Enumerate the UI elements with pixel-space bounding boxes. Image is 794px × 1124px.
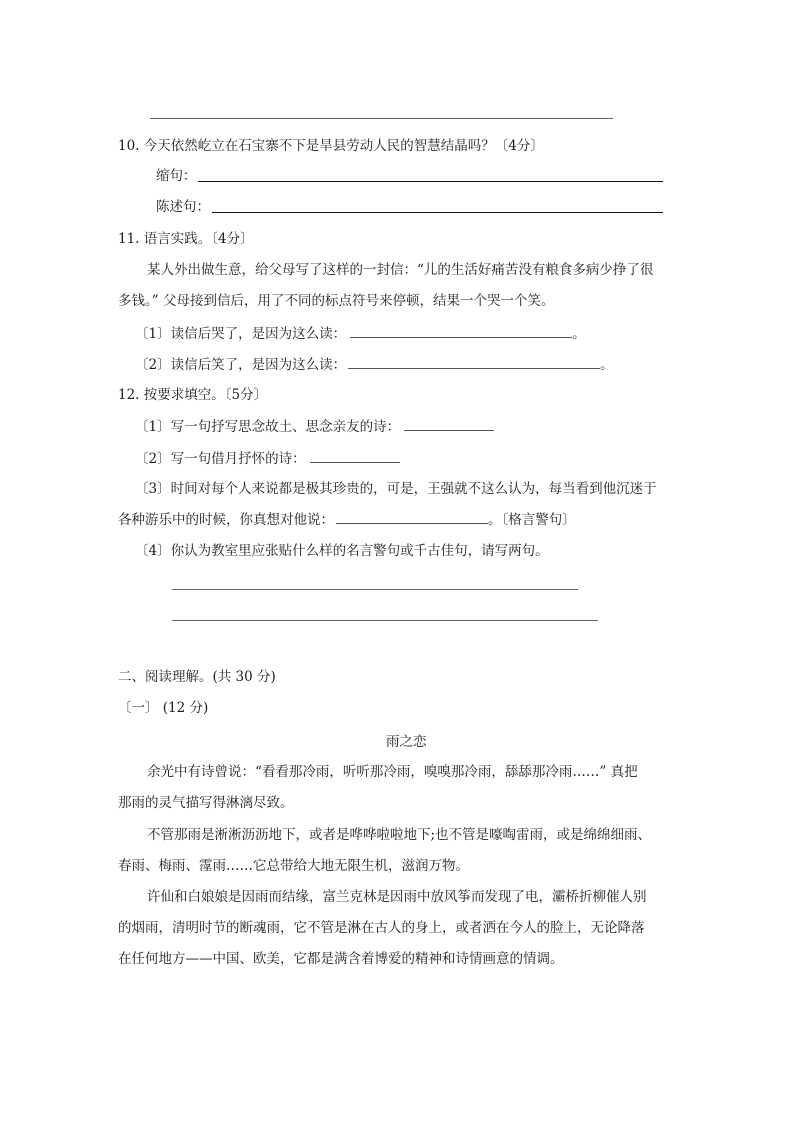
- section2-title: 二、阅读理解。(共 30 分): [118, 669, 276, 685]
- q11-sub1-text: 〔1〕读信后哭了，是因为这么读：: [135, 326, 347, 342]
- q12-sub2-text: 〔2〕写一句借月抒怀的诗：: [135, 451, 306, 467]
- q12-sub4-answer-line-2[interactable]: [172, 620, 598, 621]
- article-p3-line2: 的烟雨，清明时节的断魂雨，它不管是淋在古人的身上，或者洒在今人的脸上，无论降落: [118, 920, 645, 936]
- q10-question: 10. 今天依然屹立在石宝寨不下是旱县劳动人民的智慧结晶吗？〔4分〕: [118, 138, 544, 154]
- q12-sub2: [135, 450, 400, 468]
- q11-sub2-end: 。: [600, 357, 614, 373]
- article-p2-line1: 不管那雨是淅淅沥沥地下，或者是哗哗啦啦地下;也不管是嚎啕雷雨，或是绵绵细雨、: [147, 827, 652, 843]
- q10-declarative-label: 陈述句：: [156, 199, 210, 215]
- article-p3-line1: 许仙和白娘娘是因雨而结缘，富兰克林是因雨中放风筝而发现了电，灞桥折柳催人别: [147, 889, 647, 905]
- q11-passage-line1: 某人外出做生意，给父母写了这样的一封信：“儿的生活好痛苦没有粮食多病少挣了很: [147, 262, 654, 278]
- q12-title: 12. 按要求填空。〔5分〕: [118, 387, 268, 403]
- q11-passage-line2: 多钱。” 父母接到信后，用了不同的标点符号来停顿，结果一个哭一个笑。: [118, 293, 555, 309]
- q12-sub3-text: 各种游乐中的时候，你真想对他说：: [118, 512, 334, 528]
- q12-sub3-blank[interactable]: [336, 511, 488, 524]
- q11-sub2-text: 〔2〕读信后笑了，是因为这么读：: [135, 357, 347, 373]
- q12-sub3-line1: 〔3〕时间对每个人来说都是极其珍贵的，可是，王强就不这么认为，每当看到他沉迷于: [135, 481, 657, 497]
- q12-sub1-blank[interactable]: [404, 418, 494, 431]
- article-p2-line2: 春雨、梅雨、霪雨……它总带给大地无限生机，滋润万物。: [118, 858, 469, 874]
- q11-title: 11. 语言实践。〔4分〕: [118, 231, 254, 247]
- q11-sub1: [135, 325, 586, 343]
- q12-sub2-blank[interactable]: [310, 450, 400, 463]
- q10-shorten-label: 缩句：: [156, 168, 197, 184]
- q12-sub3-tail: 。〔格言警句〕: [488, 512, 576, 528]
- q10-declarative-answer-line[interactable]: [212, 212, 663, 213]
- article-p1-line2: 那雨的灵气描写得淋漓尽致。: [118, 795, 294, 811]
- q12-sub1-text: 〔1〕写一句抒写思念故土、思念亲友的诗：: [135, 419, 401, 435]
- article-p3-line3: 在任何地方——中国、欧美，它都是满含着博爱的精神和诗情画意的情调。: [118, 951, 564, 967]
- q10-shorten-answer-line[interactable]: [198, 181, 663, 182]
- section2-part1: 〔一〕 (12 分): [118, 700, 209, 716]
- q11-sub2: [135, 356, 614, 374]
- article-p1-line1: 余光中有诗曾说：“看看那冷雨，听听那冷雨，嗅嗅那冷雨，舔舔那冷雨……” 真把: [147, 764, 638, 780]
- q12-sub3-line2: [118, 511, 576, 529]
- q11-sub2-blank[interactable]: [348, 356, 600, 369]
- previous-answer-line[interactable]: [150, 118, 613, 119]
- q12-sub1: [135, 418, 494, 436]
- article-title: 雨之恋: [386, 734, 427, 750]
- q11-sub1-blank[interactable]: [350, 325, 572, 338]
- q12-sub4-answer-line-1[interactable]: [172, 589, 578, 590]
- q12-sub4: 〔4〕你认为教室里应张贴什么样的名言警句或千古佳句，请写两句。: [135, 543, 549, 559]
- q11-sub1-end: 。: [572, 326, 586, 342]
